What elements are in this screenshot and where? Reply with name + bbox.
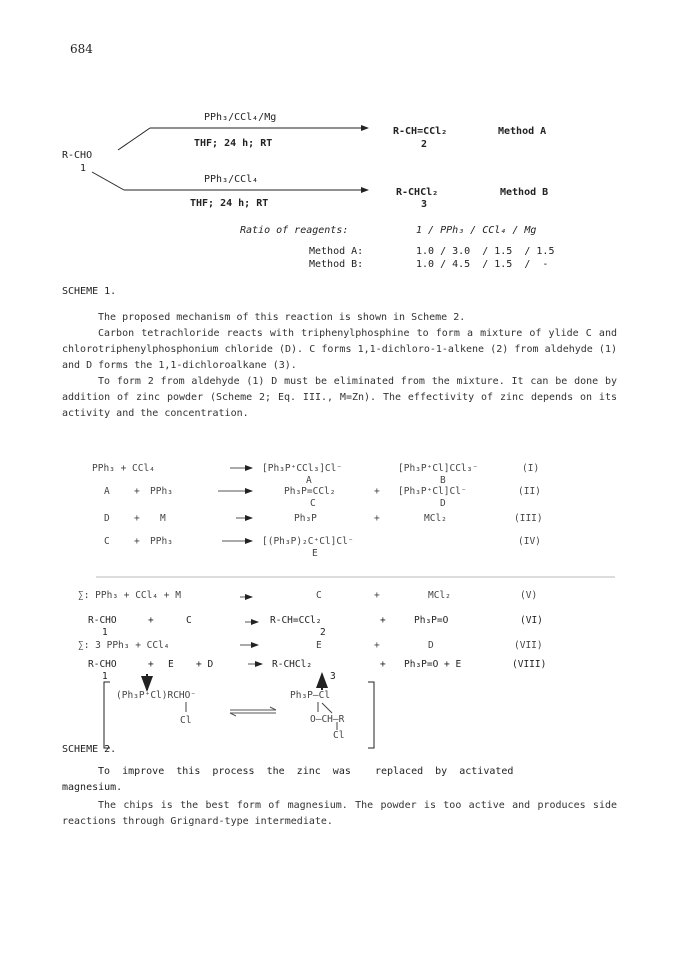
eq8-plus2: + xyxy=(380,659,386,670)
eq4-label-e: E xyxy=(312,548,318,559)
ratio-label: Ratio of reagents: xyxy=(240,225,349,236)
eq6-product-2: Ph₃P=O xyxy=(414,615,449,626)
eq1-label-a: A xyxy=(306,475,312,486)
eq1-number: (I) xyxy=(522,463,540,474)
eq2-label-d: D xyxy=(440,498,446,509)
eq6-label-2: 2 xyxy=(320,627,326,638)
eq6-plus2: + xyxy=(380,615,386,626)
eq1-left: PPh₃ + CCl₄ xyxy=(92,463,155,474)
method-b-conditions: THF; 24 h; RT xyxy=(190,198,269,209)
intermediate-left: (Ph₃P⁺Cl)RCHO⁻ xyxy=(116,690,197,701)
scheme-2-caption: SCHEME 2. xyxy=(62,744,117,755)
eq8-number: (VIII) xyxy=(512,659,547,670)
eq2-a: A xyxy=(104,486,110,497)
eq1-label-b: B xyxy=(440,475,446,486)
paragraph-1: The proposed mechanism of this reaction is shown in Scheme 2. xyxy=(98,312,466,323)
eq8-product: R-CHCl₂ xyxy=(272,659,313,670)
eq1-product-a: [Ph₃P⁺CCl₃]Cl⁻ xyxy=(262,463,343,474)
eq5-sum: ∑: PPh₃ + CCl₄ + M xyxy=(78,590,181,601)
eq8-label-1: 1 xyxy=(102,671,108,682)
eq7-sum: ∑: 3 PPh₃ + CCl₄ xyxy=(78,640,170,651)
page-number: 684 xyxy=(70,42,93,56)
method-a-number: 2 xyxy=(421,139,428,150)
method-b-ratio: 1.0 / 4.5 / 1.5 / - xyxy=(416,259,549,270)
method-a-label: Method A xyxy=(498,126,547,137)
start-material: R-CHO xyxy=(62,150,93,161)
eq6-number: (VI) xyxy=(520,615,543,626)
method-b-reagents: PPh₃/CCl₄ xyxy=(204,174,259,185)
eq6-product: R-CH=CCl₂ xyxy=(270,615,322,626)
eq3-b: M xyxy=(160,513,166,524)
eq3-product: Ph₃P xyxy=(294,513,317,524)
method-b-number: 3 xyxy=(421,199,428,210)
ratio-header: 1 / PPh₃ / CCl₄ / Mg xyxy=(416,225,537,236)
eq6-a: R-CHO xyxy=(88,615,117,626)
start-number: 1 xyxy=(80,163,87,174)
eq5-number: (V) xyxy=(520,590,538,601)
paragraph-2: Carbon tetrachloride reacts with triphenylphosphine to form a mixture of ylide C and chlorotriphenylphosphonium chloride (D). C forms 1,1-dichloro-1-alkene (2) from aldehyde (1) and D forms the 1,1-dichloroalkane (3). xyxy=(62,328,617,371)
eq7-product: E xyxy=(316,640,322,651)
intermediate-left-cl: Cl xyxy=(180,715,192,726)
eq6-b: C xyxy=(186,615,192,626)
eq2-product-d: [Ph₃P⁺Cl]Cl⁻ xyxy=(398,486,467,497)
eq8-product-2: Ph₃P=O + E xyxy=(404,659,462,670)
paragraph-5: The chips is the best form of magnesium. The powder is too active and produces side reactions through Grignard-type intermediate. xyxy=(62,800,617,827)
paragraph-4-line-2: magnesium. xyxy=(62,782,123,793)
eq7-plus: + xyxy=(374,640,380,651)
method-a-row-label: Method A: xyxy=(309,246,364,257)
eq4-product-e: [(Ph₃P)₂C⁺Cl]Cl⁻ xyxy=(262,536,354,547)
scheme-1-caption: SCHEME 1. xyxy=(62,286,117,297)
eq1-product-b: [Ph₃P⁺Cl]CCl₃⁻ xyxy=(398,463,479,474)
method-b-label: Method B xyxy=(500,187,549,198)
eq2-plus2: + xyxy=(374,486,380,497)
eq6-label-1: 1 xyxy=(102,627,108,638)
eq8-plus: + xyxy=(148,659,154,670)
eq5-product: C xyxy=(316,590,322,601)
eq4-b: PPh₃ xyxy=(150,536,173,547)
eq8-plus-d: + D xyxy=(196,659,214,670)
eq4-a: C xyxy=(104,536,110,547)
eq3-product-2: MCl₂ xyxy=(424,513,447,524)
paragraph-3: To form 2 from aldehyde (1) D must be eliminated from the mixture. It can be done by addition of zinc powder (Scheme 2; Eq. III., M=Zn). The effectivity of zinc depends on its activity and the concentration. xyxy=(62,376,617,419)
method-a-conditions: THF; 24 h; RT xyxy=(194,138,273,149)
eq8-a: R-CHO xyxy=(88,659,117,670)
eq8-b: E xyxy=(168,659,174,670)
intermediate-right-top: Ph₃P—Cl xyxy=(290,690,331,701)
eq2-label-c: C xyxy=(310,498,316,509)
eq4-plus: + xyxy=(134,536,140,547)
method-a-reagents: PPh₃/CCl₄/Mg xyxy=(204,112,277,123)
closing-text xyxy=(62,798,617,830)
method-b-row-label: Method B: xyxy=(309,259,364,270)
eq8-label-3: 3 xyxy=(330,671,336,682)
eq6-plus: + xyxy=(148,615,154,626)
eq2-plus: + xyxy=(134,486,140,497)
eq3-a: D xyxy=(104,513,110,524)
eq5-product-2: MCl₂ xyxy=(428,590,451,601)
intermediate-right-mid: O—CH—R xyxy=(310,714,345,725)
eq3-plus: + xyxy=(134,513,140,524)
paragraph-4-line-1: To improve this process the zinc was replaced by activated xyxy=(98,766,514,777)
eq5-plus: + xyxy=(374,590,380,601)
method-b-product: R-CHCl₂ xyxy=(396,187,439,198)
eq4-number: (IV) xyxy=(518,536,541,547)
eq3-number: (III) xyxy=(514,513,543,524)
intermediate-right-cl: Cl xyxy=(333,730,345,741)
eq3-plus2: + xyxy=(374,513,380,524)
eq7-product-2: D xyxy=(428,640,434,651)
method-a-product: R-CH=CCl₂ xyxy=(393,126,448,137)
eq2-product-c: Ph₃P=CCl₂ xyxy=(284,486,336,497)
eq2-number: (II) xyxy=(518,486,541,497)
eq2-b: PPh₃ xyxy=(150,486,173,497)
method-a-ratio: 1.0 / 3.0 / 1.5 / 1.5 xyxy=(416,246,555,257)
mechanism-text xyxy=(62,310,617,422)
eq7-number: (VII) xyxy=(514,640,543,651)
